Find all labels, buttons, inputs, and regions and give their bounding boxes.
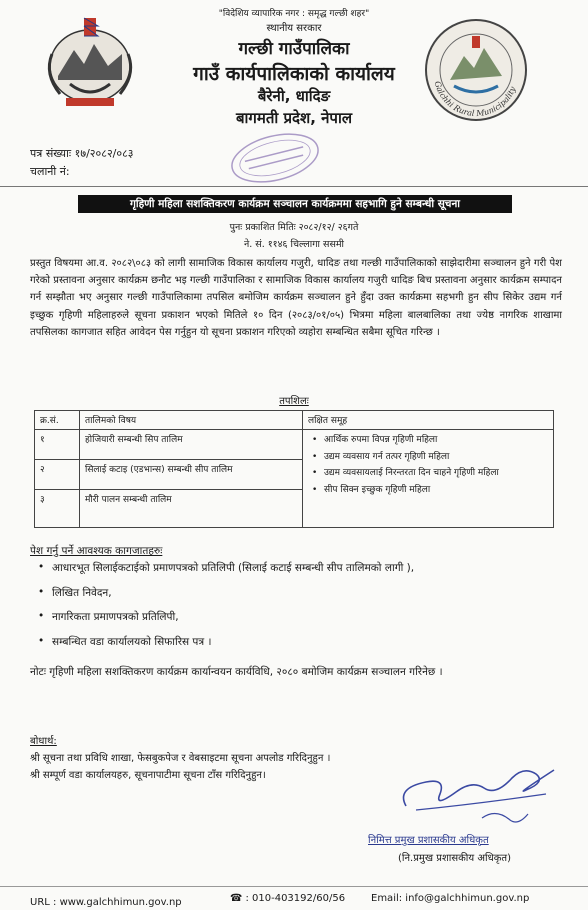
letterhead-tagline: "विदेशिय व्यापारिक नगर : समृद्ध गल्छी शहर" (218, 9, 370, 19)
footer-url[interactable]: URL : www.galchhimun.gov.np (30, 897, 182, 908)
column-header: तालिमको विषय (80, 411, 303, 430)
nepal-emblem-icon (36, 14, 144, 114)
information-heading: बोधार्थ: (30, 736, 57, 747)
list-item: • उद्यम व्यवसायलाई निरन्तरता दिन चाहने गृहिणी महिला (324, 465, 548, 482)
list-item: • सम्बन्धित वडा कार्यालयको सिफारिस पत्र । (52, 635, 414, 660)
notice-title: गृहिणी महिला सशक्तिकरण कार्यक्रम सञ्चालन कार्यक्रममा सहभागि हुने सम्बन्धी सूचना (78, 195, 512, 213)
office-stamp-icon (215, 128, 335, 188)
list-item: • लिखित निवेदन, (52, 586, 414, 611)
notice-body: प्रस्तुत विषयमा आ.व. २०८२\०८३ को लागी सामाजिक विकास कार्यालय गजुरी, धादिङ तथा गल्छी गाउँपालिकाको साझेदारीमा सञ्चालन हुने गरी पेश गरेको प्रस्तावना अनुसार कार्यक्रम छनौट भइ गल्छी गाउँपालिका र सामाजिक विकास कार्यालय गजुरी धादिङ बिच प्रस्तावना अनुसार कार्यक्रम सम्पादन गर्न सम्झौता भए अनुसार गल्छी गाउँपालिकामा तपसिल बमोजिम कार्यक्रम सञ्चालन हुने हुँदा उक्त कार्यक्रमा सहभगी हुन सीप सिकेर उद्यम गर्न इच्छुक गृहिणी महिलाहरुले सूचना प्रकाशन भएको मितिले १० दिन (२०८३/०१/०५) भित्रमा महिला बालबालिका तथा ज्येष्ठ नागरिक शाखामा तपसिलका कागजात सहित आवेदन पेस गर्नुहुन यो सूचना प्रकाशन गरिएको व्यहोरा सम्बन्धित सबैमा सूचित गरिन्छ । (30, 258, 562, 338)
column-header: लक्षित समूह (303, 411, 554, 430)
list-item: • नागरिकता प्रमाणपत्रको प्रतिलिपी, (52, 610, 414, 635)
nepal-sambat-date: ने. सं. ११४६ चिल्लागा ससमी (243, 239, 345, 250)
letterhead-government: स्थानीय सरकार (266, 23, 322, 34)
schedule-heading: तपशिलः (279, 396, 309, 407)
letterhead-office: गाउँ कार्यपालिकाको कार्यालय (193, 63, 395, 85)
column-header: क्र.सं. (35, 411, 80, 430)
documents-heading: पेश गर्नु पर्ने आवश्यक कागजातहरुः (30, 545, 163, 557)
republish-date: पुनः प्रकाशित मितिः २०८२/१२/ २६गते (229, 222, 359, 233)
footer-email[interactable]: Email: info@galchhimun.gov.np (371, 893, 530, 904)
letterhead-municipality: गल्छी गाउँपालिका (238, 39, 350, 59)
signatory-title: (नि.प्रमुख प्रशासकीय अधिकृत) (398, 853, 511, 864)
phone-icon: ☎ (230, 893, 243, 904)
list-item: • आर्थिक रुपमा विपन्न गृहिणी महिला (324, 432, 548, 449)
letterhead-address: बैरेनी, धादिङ (257, 87, 331, 105)
list-item: • सीप सिक्न इच्छुक गृहिणी महिला (324, 482, 548, 499)
training-subject: सिलाई कटाइ (एडभान्स) सम्बन्धी सीप तालिम (80, 460, 303, 490)
training-subject: मौरी पालन सम्बन्धी तालिम (80, 490, 303, 528)
documents-list (52, 561, 414, 659)
list-item: • आधारभूत सिलाईकटाईको प्रमाणपत्रको प्रतिलिपी (सिलाई कटाई सम्बन्धी सीप तालिमको लागी ), (52, 561, 414, 586)
footer-phone: ☎ : 010-403192/60/56 (230, 893, 346, 904)
target-group-cell (303, 430, 554, 528)
row-number: २ (35, 460, 80, 490)
training-subject: होजियारी सम्बन्धी सिप तालिम (80, 430, 303, 460)
dispatch-number: चलानी नं: (30, 165, 70, 178)
information-line: श्री सम्पूर्ण वडा कार्यालयहरु, सूचनापाटीमा सूचना टाँस गरिदिनुहुन। (30, 770, 266, 781)
row-number: ३ (35, 490, 80, 528)
note: नोटः गृहिणी महिला सशक्तिकरण कार्यक्रम कार्यान्वयन कार्यविधि, २०८० बमोजिम कार्यक्रम सञ्चालन गरिनेछ । (30, 666, 443, 678)
list-item: • उद्यम व्यवसाय गर्न तत्पर गृहिणी महिला (324, 449, 548, 466)
reference-number: पत्र संख्याः १७/२०८२/०८३ (30, 147, 134, 160)
schedule-table (34, 410, 554, 528)
signatory-name: निमित्त प्रमुख प्रशासकीय अधिकृत (368, 835, 489, 846)
letterhead-province: बागमती प्रदेश, नेपाल (235, 109, 353, 127)
municipality-logo-icon (420, 14, 532, 126)
svg-text:Galchhi Rural Municipality: Galchhi Rural Municipality (432, 80, 518, 119)
information-line: श्री सूचना तथा प्रविधि शाखा, फेसबुकपेज र वेबसाइटमा सूचना अपलोड गरिदिनुहुन । (30, 753, 331, 764)
signature-icon (386, 748, 566, 828)
table-row (35, 430, 554, 460)
row-number: १ (35, 430, 80, 460)
divider (0, 186, 588, 187)
footer-divider (0, 886, 588, 887)
